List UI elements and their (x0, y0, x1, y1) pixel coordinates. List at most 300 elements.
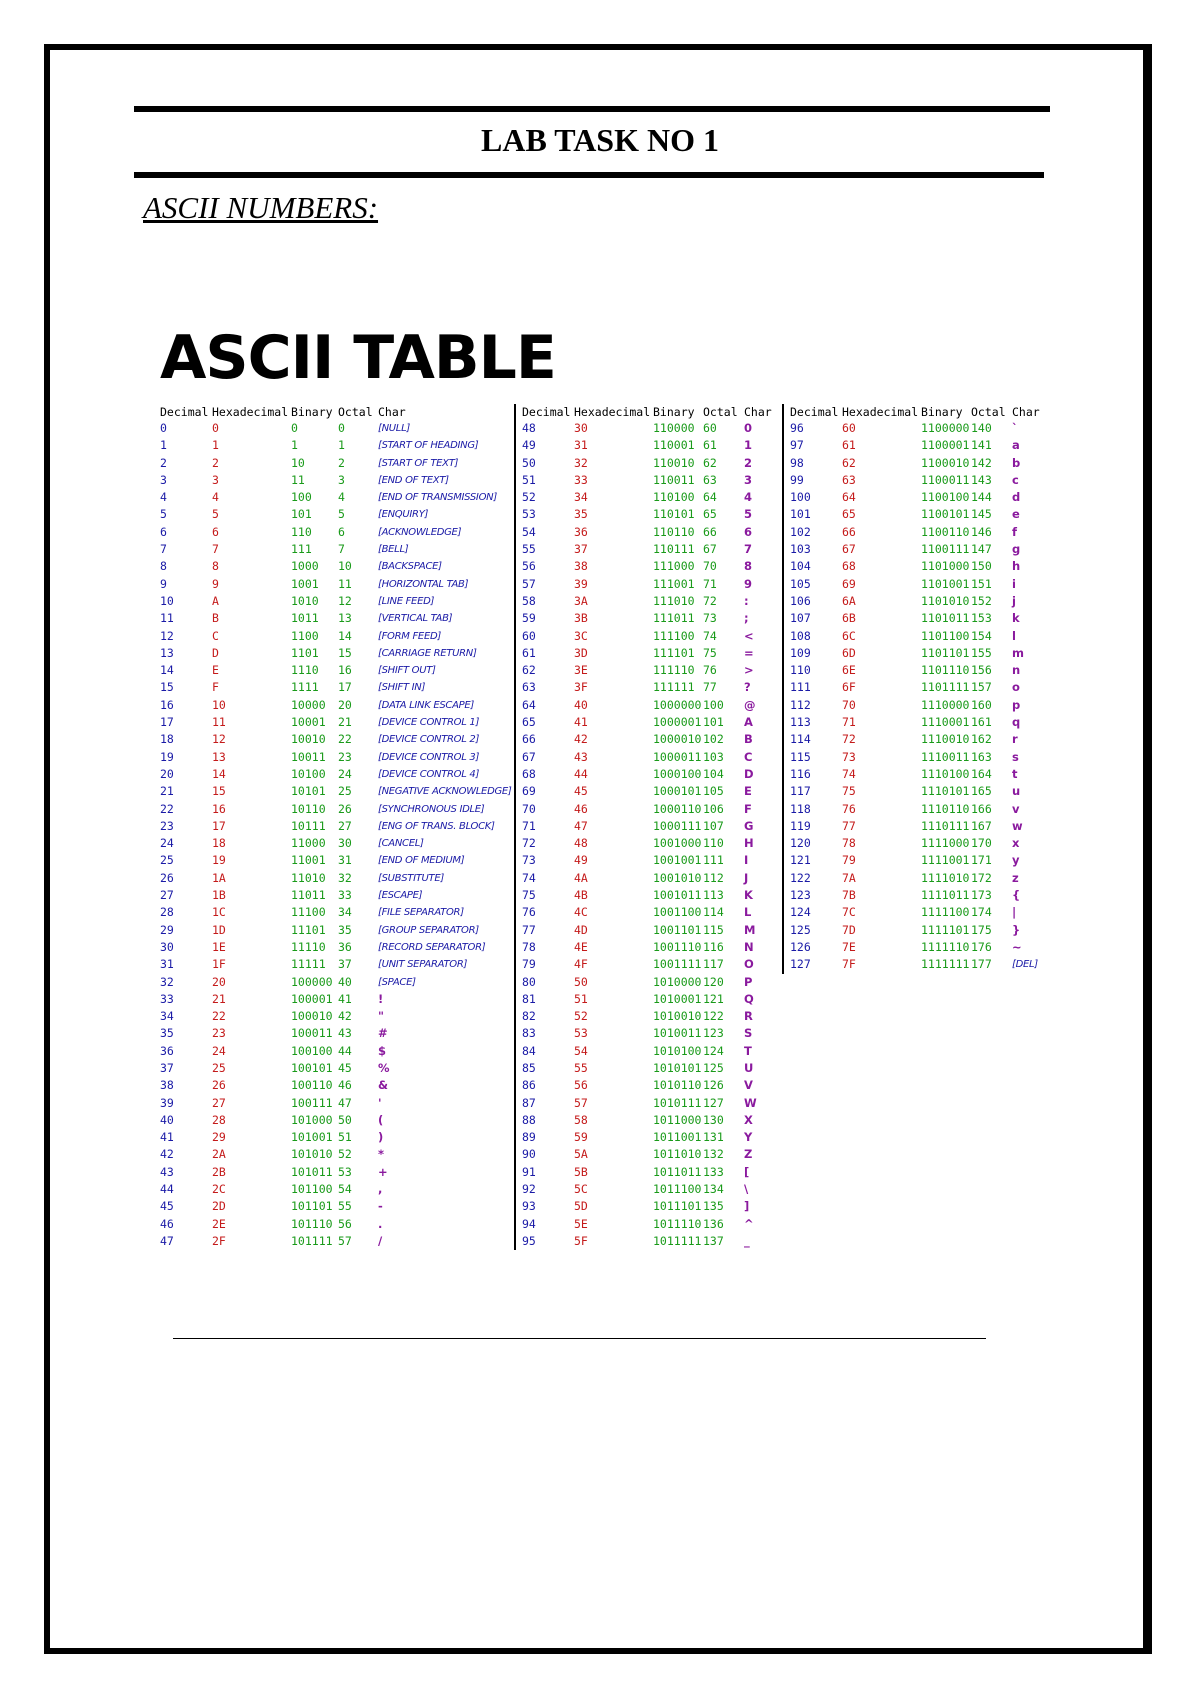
cell-char: [NULL] (378, 423, 410, 434)
cell-hex: 7C (842, 905, 856, 920)
table-row (516, 1164, 780, 1181)
cell-binary: 0 (291, 421, 298, 435)
cell-binary: 1011000 (653, 1112, 702, 1127)
cell-decimal: 81 (522, 991, 536, 1006)
cell-char: [ENQUIRY] (378, 509, 429, 521)
cell-binary: 110111 (653, 542, 695, 557)
cell-char: y (1012, 853, 1020, 868)
cell-decimal: 99 (790, 472, 804, 487)
cell-octal: 52 (338, 1147, 352, 1162)
cell-hex: 41 (574, 715, 588, 730)
cell-hex: 65 (842, 507, 856, 522)
table-row (160, 593, 505, 610)
cell-binary: 100010 (291, 1009, 333, 1024)
cell-char: [CARRIAGE RETURN] (378, 647, 477, 659)
cell-hex: 3A (574, 593, 588, 608)
cell-octal: 111 (703, 853, 724, 868)
cell-decimal: 76 (522, 905, 536, 920)
cell-char: w (1012, 818, 1023, 833)
header-char: Char (1012, 405, 1040, 419)
cell-decimal: 115 (790, 749, 811, 764)
cell-octal: 23 (338, 749, 352, 764)
cell-binary: 1100 (291, 628, 319, 643)
cell-decimal: 83 (522, 1026, 536, 1041)
table-row (160, 887, 505, 904)
cell-decimal: 40 (160, 1112, 174, 1127)
cell-hex: 42 (574, 732, 588, 747)
cell-decimal: 82 (522, 1009, 536, 1024)
cell-binary: 1000000 (653, 697, 702, 712)
cell-char: [SHIFT IN] (378, 682, 426, 694)
cell-binary: 10001 (291, 715, 326, 730)
cell-binary: 1100011 (921, 472, 970, 487)
cell-hex: 47 (574, 818, 588, 833)
cell-char: n (1012, 663, 1021, 678)
cell-hex: 38 (574, 559, 588, 574)
cell-char: P (744, 974, 753, 989)
cell-char: [HORIZONTAL TAB] (378, 578, 469, 590)
cell-hex: 1F (212, 957, 226, 972)
cell-hex: 79 (842, 853, 856, 868)
cell-decimal: 118 (790, 801, 811, 816)
cell-char: f (1012, 524, 1018, 539)
cell-hex: 54 (574, 1043, 588, 1058)
table-row (516, 506, 780, 523)
cell-binary: 101101 (291, 1199, 333, 1214)
cell-binary: 101 (291, 507, 312, 522)
table-row (160, 1233, 505, 1250)
cell-char: [ESCAPE] (378, 890, 423, 902)
cell-octal: 164 (971, 766, 992, 781)
cell-binary: 1110101 (921, 784, 970, 799)
table-row (160, 852, 505, 869)
cell-binary: 100011 (291, 1026, 333, 1041)
cell-char: [VERTICAL TAB] (378, 613, 453, 625)
cell-octal: 173 (971, 888, 992, 903)
cell-char: [START OF HEADING] (378, 440, 479, 452)
table-row (160, 437, 505, 454)
table-row (784, 506, 1040, 523)
cell-octal: 54 (338, 1182, 352, 1197)
cell-char: ; (744, 611, 749, 626)
cell-binary: 101010 (291, 1147, 333, 1162)
table-row (160, 455, 505, 472)
cell-octal: 35 (338, 922, 352, 937)
table-row (160, 974, 505, 991)
cell-binary: 1001101 (653, 922, 702, 937)
table-row (160, 1181, 505, 1198)
cell-octal: 71 (703, 576, 717, 591)
cell-hex: 53 (574, 1026, 588, 1041)
table-row (784, 593, 1040, 610)
cell-char: [DEVICE CONTROL 3] (378, 751, 480, 763)
table-row (784, 645, 1040, 662)
cell-binary: 1000111 (653, 818, 702, 833)
cell-decimal: 1 (160, 438, 167, 453)
table-row (160, 662, 505, 679)
cell-decimal: 22 (160, 801, 174, 816)
cell-binary: 1111000 (921, 836, 970, 851)
cell-hex: 74 (842, 766, 856, 781)
cell-binary: 11111 (291, 957, 326, 972)
cell-binary: 1111110 (921, 939, 970, 954)
table-row (516, 1008, 780, 1025)
table-row (516, 731, 780, 748)
cell-decimal: 17 (160, 715, 174, 730)
table-row (784, 628, 1040, 645)
cell-hex: 6B (842, 611, 856, 626)
cell-char: [ (744, 1164, 750, 1179)
cell-hex: 31 (574, 438, 588, 453)
cell-binary: 1010000 (653, 974, 702, 989)
table-row (516, 489, 780, 506)
cell-decimal: 20 (160, 766, 174, 781)
cell-octal: 6 (338, 524, 345, 539)
cell-char: v (1012, 801, 1020, 816)
cell-char: [DEVICE CONTROL 4] (378, 768, 480, 780)
cell-decimal: 95 (522, 1233, 536, 1248)
table-row (516, 1043, 780, 1060)
cell-octal: 14 (338, 628, 352, 643)
ascii-column-group-3 (782, 404, 1040, 974)
table-row (784, 887, 1040, 904)
cell-octal: 145 (971, 507, 992, 522)
cell-char: d (1012, 490, 1021, 505)
table-row (784, 489, 1040, 506)
cell-decimal: 67 (522, 749, 536, 764)
cell-char: _ (744, 1233, 750, 1248)
cell-decimal: 11 (160, 611, 174, 626)
cell-binary: 1010 (291, 593, 319, 608)
cell-char: \ (744, 1182, 749, 1197)
table-row (516, 593, 780, 610)
cell-decimal: 56 (522, 559, 536, 574)
cell-binary: 1111101 (921, 922, 970, 937)
cell-decimal: 53 (522, 507, 536, 522)
table-row (160, 818, 505, 835)
cell-binary: 1 (291, 438, 298, 453)
cell-binary: 111010 (653, 593, 695, 608)
table-row (516, 922, 780, 939)
cell-char: [CANCEL] (378, 838, 424, 850)
cell-decimal: 45 (160, 1199, 174, 1214)
cell-decimal: 70 (522, 801, 536, 816)
table-row (160, 904, 505, 921)
cell-decimal: 77 (522, 922, 536, 937)
header-decimal: Decimal (160, 405, 209, 419)
cell-binary: 10 (291, 455, 305, 470)
cell-binary: 101100 (291, 1182, 333, 1197)
cell-binary: 1010101 (653, 1060, 702, 1075)
cell-octal: 107 (703, 818, 724, 833)
cell-decimal: 38 (160, 1078, 174, 1093)
cell-decimal: 4 (160, 490, 167, 505)
cell-decimal: 52 (522, 490, 536, 505)
cell-decimal: 122 (790, 870, 811, 885)
cell-decimal: 116 (790, 766, 811, 781)
cell-octal: 53 (338, 1164, 352, 1179)
table-row (160, 1216, 505, 1233)
cell-hex: 2B (212, 1164, 226, 1179)
cell-char: [LINE FEED] (378, 595, 435, 607)
cell-char: 3 (744, 472, 753, 487)
header-hex: Hexadecimal (842, 405, 919, 419)
cell-decimal: 59 (522, 611, 536, 626)
cell-hex: 68 (842, 559, 856, 574)
cell-decimal: 19 (160, 749, 174, 764)
cell-octal: 64 (703, 490, 717, 505)
table-row (784, 541, 1040, 558)
table-row (784, 697, 1040, 714)
cell-octal: 4 (338, 490, 345, 505)
table-row (160, 1198, 505, 1215)
cell-char: i (1012, 576, 1016, 591)
cell-hex: 1A (212, 870, 226, 885)
cell-octal: 31 (338, 853, 352, 868)
cell-decimal: 102 (790, 524, 811, 539)
cell-decimal: 62 (522, 663, 536, 678)
cell-octal: 121 (703, 991, 724, 1006)
cell-char: J (744, 870, 749, 885)
cell-char: [SYNCHRONOUS IDLE] (378, 803, 485, 815)
table-row (784, 818, 1040, 835)
cell-binary: 1001001 (653, 853, 702, 868)
cell-octal: 171 (971, 853, 992, 868)
cell-binary: 1100100 (921, 490, 970, 505)
table-row (516, 558, 780, 575)
table-row (160, 1060, 505, 1077)
cell-octal: 2 (338, 455, 345, 470)
cell-octal: 47 (338, 1095, 352, 1110)
cell-char: m (1012, 645, 1024, 660)
cell-hex: 3B (574, 611, 588, 626)
cell-binary: 1101011 (921, 611, 970, 626)
cell-decimal: 55 (522, 542, 536, 557)
cell-hex: 6F (842, 680, 856, 695)
cell-decimal: 86 (522, 1078, 536, 1093)
cell-octal: 103 (703, 749, 724, 764)
cell-octal: 131 (703, 1130, 724, 1145)
cell-decimal: 74 (522, 870, 536, 885)
cell-binary: 1001110 (653, 939, 702, 954)
cell-octal: 50 (338, 1112, 352, 1127)
cell-decimal: 14 (160, 663, 174, 678)
cell-hex: 7D (842, 922, 856, 937)
cell-octal: 120 (703, 974, 724, 989)
cell-octal: 37 (338, 957, 352, 972)
cell-binary: 100 (291, 490, 312, 505)
cell-octal: 143 (971, 472, 992, 487)
table-row (160, 870, 505, 887)
header-decimal: Decimal (790, 405, 839, 419)
cell-octal: 176 (971, 939, 992, 954)
cell-binary: 100100 (291, 1043, 333, 1058)
cell-hex: 57 (574, 1095, 588, 1110)
table-row (160, 541, 505, 558)
cell-hex: 58 (574, 1112, 588, 1127)
cell-decimal: 65 (522, 715, 536, 730)
cell-char: ~ (1012, 939, 1022, 954)
cell-decimal: 91 (522, 1164, 536, 1179)
cell-octal: 21 (338, 715, 352, 730)
cell-octal: 135 (703, 1199, 724, 1214)
cell-char: [END OF MEDIUM] (378, 855, 465, 867)
cell-octal: 3 (338, 472, 345, 487)
cell-binary: 1100000 (921, 421, 970, 435)
page-title: LAB TASK NO 1 (481, 122, 719, 158)
cell-char: j (1012, 593, 1016, 608)
cell-binary: 1111100 (921, 905, 970, 920)
table-row (516, 852, 780, 869)
cell-char: [GROUP SEPARATOR] (378, 924, 479, 936)
cell-octal: 24 (338, 766, 352, 781)
cell-hex: 5A (574, 1147, 588, 1162)
cell-char: % (378, 1060, 390, 1075)
cell-binary: 1110011 (921, 749, 970, 764)
cell-decimal: 49 (522, 438, 536, 453)
table-row (516, 455, 780, 472)
cell-hex: 1 (212, 438, 219, 453)
cell-char: 2 (744, 455, 753, 470)
cell-char: D (744, 766, 754, 781)
cell-octal: 36 (338, 939, 352, 954)
cell-octal: 75 (703, 645, 717, 660)
cell-hex: 6E (842, 663, 856, 678)
cell-decimal: 97 (790, 438, 804, 453)
cell-decimal: 105 (790, 576, 811, 591)
table-row (784, 455, 1040, 472)
cell-binary: 1000010 (653, 732, 702, 747)
cell-char: + (378, 1164, 388, 1179)
cell-binary: 111011 (653, 611, 695, 626)
header-binary: Binary (921, 405, 963, 419)
cell-char: [FILE SEPARATOR] (378, 907, 464, 919)
table-row (516, 662, 780, 679)
cell-binary: 1001000 (653, 836, 702, 851)
table-row (516, 1181, 780, 1198)
table-row (160, 714, 505, 731)
cell-hex: 28 (212, 1112, 226, 1127)
cell-hex: 40 (574, 697, 588, 712)
table-row (784, 939, 1040, 956)
cell-char: > (744, 663, 754, 678)
cell-octal: 30 (338, 836, 352, 851)
cell-char: ' (378, 1095, 382, 1110)
cell-octal: 174 (971, 905, 992, 920)
table-row (784, 524, 1040, 541)
cell-binary: 100001 (291, 991, 333, 1006)
cell-binary: 1011010 (653, 1147, 702, 1162)
table-row (516, 956, 780, 973)
cell-binary: 1100001 (921, 438, 970, 453)
cell-binary: 1110111 (921, 818, 970, 833)
header-binary: Binary (291, 405, 333, 419)
cell-octal: 41 (338, 991, 352, 1006)
cell-char: [BACKSPACE] (378, 561, 442, 573)
cell-octal: 55 (338, 1199, 352, 1214)
cell-hex: 30 (574, 421, 588, 435)
cell-binary: 110010 (653, 455, 695, 470)
cell-hex: 3F (574, 680, 588, 695)
cell-hex: 6 (212, 524, 219, 539)
cell-char: 1 (744, 438, 753, 453)
cell-octal: 160 (971, 697, 992, 712)
cell-octal: 156 (971, 663, 992, 678)
table-row (784, 420, 1040, 437)
cell-hex: 32 (574, 455, 588, 470)
cell-char: R (744, 1009, 753, 1024)
cell-char: 5 (744, 507, 753, 522)
cell-char: B (744, 732, 753, 747)
cell-binary: 1101110 (921, 663, 970, 678)
cell-octal: 134 (703, 1182, 724, 1197)
cell-decimal: 36 (160, 1043, 174, 1058)
cell-binary: 110110 (653, 524, 695, 539)
cell-hex: 33 (574, 472, 588, 487)
cell-char: l (1012, 628, 1016, 643)
table-row (516, 437, 780, 454)
cell-char: x (1012, 836, 1020, 851)
cell-binary: 111000 (653, 559, 695, 574)
cell-octal: 61 (703, 438, 717, 453)
cell-octal: 60 (703, 421, 717, 435)
cell-char: [FORM FEED] (378, 630, 441, 642)
cell-char: [END OF TEXT] (378, 474, 449, 486)
table-row (516, 887, 780, 904)
cell-binary: 1010110 (653, 1078, 702, 1093)
cell-decimal: 123 (790, 888, 811, 903)
cell-hex: 4B (574, 888, 588, 903)
cell-binary: 1100111 (921, 542, 970, 557)
header-char: Char (744, 405, 772, 419)
cell-binary: 11 (291, 472, 305, 487)
cell-decimal: 8 (160, 559, 167, 574)
cell-octal: 17 (338, 680, 352, 695)
header-hex: Hexadecimal (212, 405, 289, 419)
cell-octal: 132 (703, 1147, 724, 1162)
cell-decimal: 75 (522, 888, 536, 903)
cell-decimal: 41 (160, 1130, 174, 1145)
cell-binary: 111100 (653, 628, 695, 643)
cell-octal: 44 (338, 1043, 352, 1058)
table-row (784, 922, 1040, 939)
cell-binary: 110001 (653, 438, 695, 453)
cell-octal: 45 (338, 1060, 352, 1075)
cell-char: " (378, 1009, 384, 1024)
cell-char: s (1012, 749, 1019, 764)
table-row (516, 749, 780, 766)
table-row (160, 1008, 505, 1025)
cell-octal: 124 (703, 1043, 724, 1058)
cell-binary: 10000 (291, 697, 326, 712)
cell-octal: 115 (703, 922, 724, 937)
cell-char: [DEL] (1012, 959, 1038, 971)
cell-char: , (378, 1182, 383, 1197)
cell-char: e (1012, 507, 1020, 522)
cell-binary: 100000 (291, 974, 333, 989)
cell-char: O (744, 957, 754, 972)
cell-decimal: 71 (522, 818, 536, 833)
table-row (516, 1233, 780, 1250)
table-row (516, 472, 780, 489)
cell-char: b (1012, 455, 1021, 470)
ascii-header-row (516, 404, 780, 420)
cell-binary: 1000011 (653, 749, 702, 764)
table-row (160, 506, 505, 523)
table-row (516, 991, 780, 1008)
cell-decimal: 6 (160, 524, 167, 539)
ascii-header-row (784, 404, 1040, 420)
